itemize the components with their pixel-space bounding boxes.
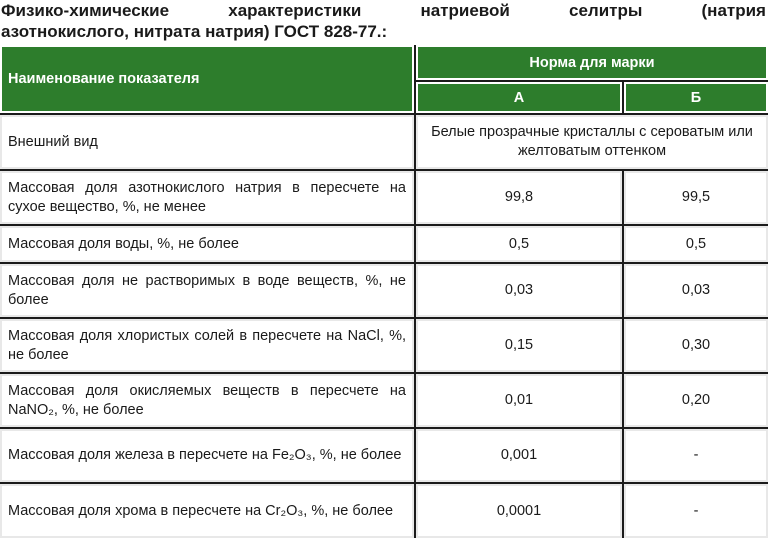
grade-a-label: А <box>513 89 525 106</box>
row-name-cell <box>0 264 414 317</box>
row-value-b-cell <box>624 484 768 538</box>
header-grade-b <box>624 82 768 113</box>
row-value-a: 0,03 <box>504 282 534 298</box>
row-value-b: 0,5 <box>685 235 707 252</box>
row-name-cell <box>0 115 414 169</box>
row-value-b: 0,20 <box>681 392 711 408</box>
row-value-b: 0,03 <box>681 282 711 298</box>
row-value-a-cell <box>416 484 622 538</box>
row-value-b: - <box>693 502 699 519</box>
row-name: Массовая доля воды, %, не более <box>8 235 239 252</box>
row-value-b-cell <box>624 429 768 482</box>
title-line-1 <box>0 0 768 21</box>
row-value-b: - <box>693 447 699 463</box>
row-name: Массовая доля хрома в пересчете на Cr₂O₃, %, не более <box>8 502 394 519</box>
row-value-a: 0,0001 <box>496 502 542 519</box>
title-word: натриевой <box>420 1 510 20</box>
row-name-cell <box>0 429 414 482</box>
row-value-a: 99,8 <box>504 189 534 205</box>
row-name: Внешний вид <box>8 133 98 150</box>
header-indicator-label: Наименование показателя <box>8 71 200 87</box>
row-name: Массовая доля железа в пересчете на Fe₂O₃, %, не более <box>8 447 402 463</box>
title-word: Физико-химические <box>1 1 170 20</box>
row-value-b: 99,5 <box>681 189 711 205</box>
row-name-cell <box>0 226 414 262</box>
row-value-b-cell <box>624 319 768 372</box>
row-value-a-cell <box>416 429 622 482</box>
row-name: Массовая доля не растворимых в воде веществ, %, не более <box>8 272 406 308</box>
row-value-a-cell <box>416 171 622 224</box>
row-value-a: 0,15 <box>504 337 534 353</box>
row-value-a-cell <box>416 226 622 262</box>
row-name-cell <box>0 374 414 427</box>
row-name: Массовая доля окисляемых веществ в пересчете на NaNO₂, %, не более <box>8 382 406 418</box>
row-name-cell <box>0 484 414 538</box>
title-line-2: азотнокислого, нитрата натрия) ГОСТ 828-77.: <box>1 22 388 41</box>
header-norm-label: Норма для марки <box>529 54 655 71</box>
row-value-a-cell <box>416 319 622 372</box>
row-merged-value-cell <box>416 115 768 169</box>
header-grade-a <box>416 82 622 113</box>
title-word: (натрия <box>701 1 766 20</box>
row-name: Массовая доля хлористых солей в пересчете на NaCl, %, не более <box>8 327 406 363</box>
row-value-b: 0,30 <box>681 337 711 353</box>
row-value-a-cell <box>416 374 622 427</box>
document-title <box>0 0 768 44</box>
row-name-cell <box>0 171 414 224</box>
row-value-a: 0,01 <box>504 392 534 408</box>
row-name-cell <box>0 319 414 372</box>
title-word: характеристики <box>228 1 362 20</box>
row-value-b-cell <box>624 226 768 262</box>
row-value-b-cell <box>624 264 768 317</box>
row-name: Массовая доля азотнокислого натрия в пересчете на сухое вещество, %, не менее <box>8 179 406 215</box>
header-grade-norm <box>416 45 768 80</box>
title-word: селитры <box>568 1 643 20</box>
row-value-b-cell <box>624 171 768 224</box>
grade-b-label: Б <box>690 89 702 106</box>
row-merged-value: Белые прозрачные кристаллы с сероватым или желтоватым оттенком <box>431 124 753 159</box>
header-indicator-name <box>0 45 414 113</box>
row-value-a-cell <box>416 264 622 317</box>
row-value-b-cell <box>624 374 768 427</box>
row-value-a: 0,001 <box>500 447 538 463</box>
row-value-a: 0,5 <box>508 235 530 252</box>
characteristics-table <box>0 45 768 538</box>
